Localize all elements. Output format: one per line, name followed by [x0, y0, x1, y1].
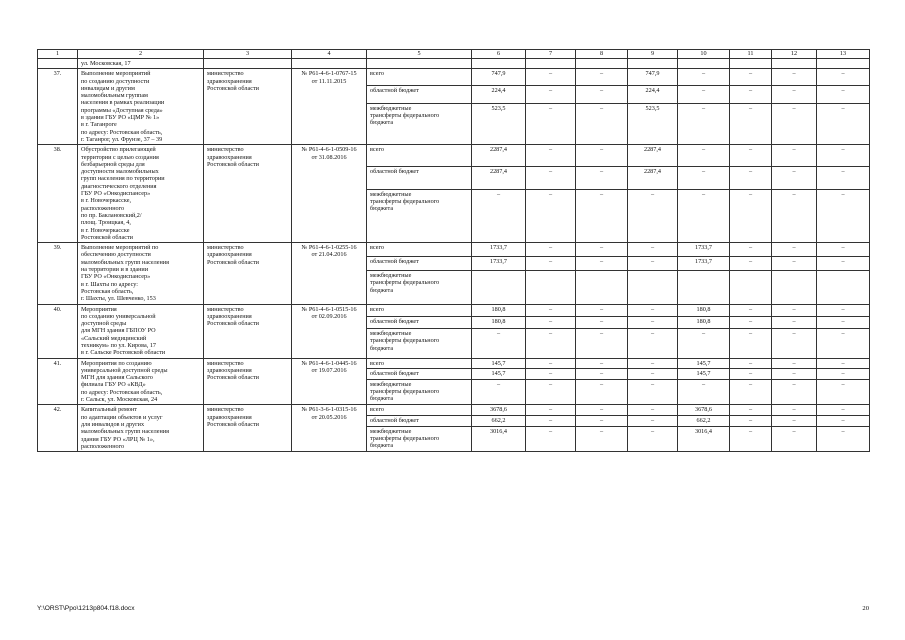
- amount-cell: –: [817, 257, 870, 271]
- amount-cell: –: [678, 145, 730, 167]
- table-row: [38, 358, 870, 369]
- amount-cell: –: [772, 167, 817, 189]
- amount-cell: [772, 270, 817, 304]
- row-number: 41.: [38, 358, 78, 405]
- amount-cell: –: [730, 405, 772, 416]
- row-number: 40.: [38, 304, 78, 358]
- amount-cell: –: [628, 415, 678, 426]
- amount-cell: –: [817, 189, 870, 243]
- amount-cell: –: [772, 369, 817, 380]
- funding-source: областной бюджет: [367, 167, 472, 189]
- amount-cell: –: [678, 69, 730, 86]
- funding-source: межбюджетные трансферты федерального бюджета: [367, 189, 472, 243]
- amount-cell: 1733,7: [472, 243, 526, 257]
- carry-over-text: ул. Московская, 17: [78, 59, 204, 69]
- amount-cell: –: [730, 86, 772, 103]
- amount-cell: –: [772, 243, 817, 257]
- amount-cell: –: [576, 243, 628, 257]
- funding-source: всего: [367, 405, 472, 416]
- amount-cell: –: [730, 69, 772, 86]
- amount-cell: –: [730, 167, 772, 189]
- amount-cell: –: [678, 189, 730, 243]
- amount-cell: 3678,6: [472, 405, 526, 416]
- responsible-ministry: министерство здравоохранения Ростовской области: [204, 304, 292, 358]
- measure-description: Обустройство прилегающей территории с целью создания безбарьерной среды для доступности маломобильных групп населения по территории диагностического отделения ГБУ РО «Онкодиспансер» в г. Новочеркасске, расположенного по пр. Баклановский,2/ площ. Троицкая, 4, в г. Новочеркасске Ростовской области: [78, 145, 204, 243]
- amount-cell: [472, 270, 526, 304]
- column-number: 6: [472, 50, 526, 59]
- amount-cell: –: [772, 316, 817, 328]
- amount-cell: –: [526, 257, 576, 271]
- amount-cell: –: [730, 328, 772, 358]
- amount-cell: 180,8: [678, 316, 730, 328]
- amount-cell: –: [576, 86, 628, 103]
- amount-cell: –: [730, 145, 772, 167]
- row-number: 42.: [38, 405, 78, 452]
- amount-cell: –: [730, 358, 772, 369]
- amount-cell: –: [730, 316, 772, 328]
- row-number: 38.: [38, 145, 78, 243]
- amount-cell: –: [628, 358, 678, 369]
- column-number: 2: [78, 50, 204, 59]
- amount-cell: –: [576, 304, 628, 316]
- amount-cell: 2287,4: [628, 145, 678, 167]
- column-number: 10: [678, 50, 730, 59]
- responsible-ministry: министерство здравоохранения Ростовской области: [204, 69, 292, 145]
- amount-cell: 1733,7: [678, 243, 730, 257]
- funding-source: всего: [367, 145, 472, 167]
- program-table: [37, 49, 870, 452]
- amount-cell: –: [730, 243, 772, 257]
- funding-source: всего: [367, 69, 472, 86]
- amount-cell: –: [772, 189, 817, 243]
- amount-cell: –: [817, 69, 870, 86]
- amount-cell: –: [526, 358, 576, 369]
- carry-over-row: [38, 59, 870, 69]
- funding-source: межбюджетные трансферты федерального бюджета: [367, 426, 472, 452]
- amount-cell: –: [576, 145, 628, 167]
- funding-source: областной бюджет: [367, 316, 472, 328]
- column-number: 12: [772, 50, 817, 59]
- amount-cell: 523,5: [628, 103, 678, 145]
- amount-cell: 3016,4: [678, 426, 730, 452]
- registration-code: № Р61-4-6-1-0509-16 от 31.08.2016: [292, 145, 367, 243]
- amount-cell: 662,2: [472, 415, 526, 426]
- amount-cell: 1733,7: [472, 257, 526, 271]
- amount-cell: –: [730, 257, 772, 271]
- amount-cell: –: [472, 379, 526, 405]
- amount-cell: –: [526, 415, 576, 426]
- amount-cell: –: [628, 379, 678, 405]
- amount-cell: –: [576, 69, 628, 86]
- amount-cell: –: [628, 304, 678, 316]
- amount-cell: [576, 270, 628, 304]
- amount-cell: –: [576, 379, 628, 405]
- amount-cell: –: [576, 358, 628, 369]
- amount-cell: –: [526, 69, 576, 86]
- amount-cell: –: [772, 304, 817, 316]
- amount-cell: 2287,4: [472, 145, 526, 167]
- amount-cell: –: [526, 426, 576, 452]
- amount-cell: –: [730, 415, 772, 426]
- amount-cell: –: [576, 189, 628, 243]
- column-number-row: [38, 50, 870, 59]
- amount-cell: –: [526, 167, 576, 189]
- column-number: 4: [292, 50, 367, 59]
- amount-cell: –: [772, 415, 817, 426]
- amount-cell: –: [817, 369, 870, 380]
- amount-cell: –: [772, 103, 817, 145]
- amount-cell: [628, 270, 678, 304]
- funding-source: межбюджетные трансферты федерального бюджета: [367, 379, 472, 405]
- amount-cell: –: [772, 405, 817, 416]
- amount-cell: –: [576, 103, 628, 145]
- table-row: [38, 304, 870, 316]
- table-row: [38, 145, 870, 167]
- funding-source: межбюджетные трансферты федерального бюджета: [367, 103, 472, 145]
- amount-cell: 145,7: [678, 358, 730, 369]
- column-number: 5: [367, 50, 472, 59]
- amount-cell: –: [628, 189, 678, 243]
- amount-cell: –: [526, 405, 576, 416]
- amount-cell: –: [526, 328, 576, 358]
- amount-cell: –: [730, 304, 772, 316]
- amount-cell: –: [817, 415, 870, 426]
- amount-cell: 2287,4: [628, 167, 678, 189]
- funding-source: областной бюджет: [367, 369, 472, 380]
- funding-source: межбюджетные трансферты федерального бюджета: [367, 328, 472, 358]
- funding-source: областной бюджет: [367, 86, 472, 103]
- amount-cell: –: [628, 328, 678, 358]
- funding-source: межбюджетные трансферты федерального бюджета: [367, 270, 472, 304]
- measure-description: Выполнение мероприятий по обеспечению доступности маломобильных групп населения на территории и в здании ГБУ РО «Онкодиспансер» в г. Шахты по адресу: Ростовская область, г. Шахты, ул. Шевченко, 153: [78, 243, 204, 304]
- footer-file-path: Y:\ORST\Ppo\1213p804.f18.docx: [37, 605, 135, 612]
- measure-description: Мероприятия по созданию универсальной доступной среды МГН для здания Сальского филиала ГБУ РО «КВД» по адресу: Ростовская область, г. Сальск, ул. Московская, 24: [78, 358, 204, 405]
- amount-cell: –: [817, 379, 870, 405]
- amount-cell: –: [772, 379, 817, 405]
- responsible-ministry: министерство здравоохранения Ростовской области: [204, 243, 292, 304]
- amount-cell: 747,9: [472, 69, 526, 86]
- amount-cell: –: [628, 316, 678, 328]
- amount-cell: –: [628, 243, 678, 257]
- amount-cell: –: [772, 358, 817, 369]
- amount-cell: –: [772, 145, 817, 167]
- footer-page-number: 20: [862, 605, 869, 612]
- amount-cell: –: [730, 103, 772, 145]
- amount-cell: –: [678, 103, 730, 145]
- measure-description: Мероприятия по созданию универсальной доступной среды для МГН здания ГБПОУ РО «Сальский медицинский техникум» по ул. Кирова, 17 в г. Сальске Ростовской области: [78, 304, 204, 358]
- amount-cell: –: [772, 426, 817, 452]
- table-body: [38, 50, 870, 452]
- amount-cell: –: [526, 145, 576, 167]
- registration-code: № Р61-3-6-1-0315-16 от 20.05.2016: [292, 405, 367, 452]
- amount-cell: –: [576, 316, 628, 328]
- column-number: 3: [204, 50, 292, 59]
- amount-cell: –: [772, 69, 817, 86]
- amount-cell: –: [526, 189, 576, 243]
- amount-cell: –: [576, 405, 628, 416]
- amount-cell: –: [678, 328, 730, 358]
- measure-description: Выполнение мероприятий по созданию доступности инвалидам и другим маломобильным группам населения в рамках реализации программы «Доступная среда» в здании ГБУ РО «ЦМР № 1» в г. Таганроге по адресу: Ростовская область, г. Таганрог, ул. Фрунзе, 37 – 39: [78, 69, 204, 145]
- amount-cell: –: [817, 243, 870, 257]
- amount-cell: –: [628, 257, 678, 271]
- amount-cell: –: [678, 167, 730, 189]
- amount-cell: –: [730, 379, 772, 405]
- measure-description: Капитальный ремонт по адаптации объектов и услуг для инвалидов и других маломобильных групп населения здания ГБУ РО «ЛРЦ № 1», расположенного: [78, 405, 204, 452]
- amount-cell: –: [526, 379, 576, 405]
- table-row: [38, 405, 870, 416]
- amount-cell: –: [772, 86, 817, 103]
- amount-cell: –: [628, 369, 678, 380]
- amount-cell: 145,7: [472, 369, 526, 380]
- amount-cell: –: [576, 328, 628, 358]
- amount-cell: –: [526, 304, 576, 316]
- amount-cell: –: [772, 328, 817, 358]
- amount-cell: –: [526, 86, 576, 103]
- funding-source: областной бюджет: [367, 257, 472, 271]
- responsible-ministry: министерство здравоохранения Ростовской области: [204, 358, 292, 405]
- amount-cell: 1733,7: [678, 257, 730, 271]
- amount-cell: [526, 270, 576, 304]
- amount-cell: 180,8: [472, 316, 526, 328]
- amount-cell: 662,2: [678, 415, 730, 426]
- funding-source: всего: [367, 358, 472, 369]
- amount-cell: –: [472, 328, 526, 358]
- registration-code: № Р61-4-6-1-0767-15 от 11.11.2015: [292, 69, 367, 145]
- registration-code: № Р61-4-6-1-0445-16 от 19.07.2016: [292, 358, 367, 405]
- responsible-ministry: министерство здравоохранения Ростовской области: [204, 405, 292, 452]
- amount-cell: 145,7: [678, 369, 730, 380]
- amount-cell: –: [817, 103, 870, 145]
- column-number: 7: [526, 50, 576, 59]
- row-number: 37.: [38, 69, 78, 145]
- amount-cell: 224,4: [472, 86, 526, 103]
- amount-cell: –: [526, 103, 576, 145]
- amount-cell: –: [730, 189, 772, 243]
- amount-cell: –: [817, 145, 870, 167]
- amount-cell: –: [730, 369, 772, 380]
- responsible-ministry: министерство здравоохранения Ростовской области: [204, 145, 292, 243]
- amount-cell: [730, 270, 772, 304]
- amount-cell: –: [576, 257, 628, 271]
- amount-cell: –: [817, 316, 870, 328]
- amount-cell: –: [628, 405, 678, 416]
- amount-cell: 747,9: [628, 69, 678, 86]
- funding-source: всего: [367, 304, 472, 316]
- amount-cell: –: [576, 415, 628, 426]
- funding-source: всего: [367, 243, 472, 257]
- amount-cell: –: [817, 86, 870, 103]
- amount-cell: –: [730, 426, 772, 452]
- amount-cell: –: [526, 369, 576, 380]
- amount-cell: 523,5: [472, 103, 526, 145]
- amount-cell: –: [678, 379, 730, 405]
- amount-cell: –: [817, 328, 870, 358]
- column-number: 13: [817, 50, 870, 59]
- amount-cell: –: [817, 167, 870, 189]
- row-number: 39.: [38, 243, 78, 304]
- amount-cell: –: [678, 86, 730, 103]
- amount-cell: 180,8: [472, 304, 526, 316]
- column-number: 8: [576, 50, 628, 59]
- amount-cell: –: [817, 405, 870, 416]
- column-number: 9: [628, 50, 678, 59]
- table-row: [38, 69, 870, 86]
- amount-cell: [817, 270, 870, 304]
- amount-cell: –: [576, 167, 628, 189]
- column-number: 11: [730, 50, 772, 59]
- amount-cell: –: [817, 426, 870, 452]
- amount-cell: –: [817, 304, 870, 316]
- amount-cell: 180,8: [678, 304, 730, 316]
- table-row: [38, 243, 870, 257]
- amount-cell: 224,4: [628, 86, 678, 103]
- funding-source: областной бюджет: [367, 415, 472, 426]
- amount-cell: 3678,6: [678, 405, 730, 416]
- column-number: 1: [38, 50, 78, 59]
- registration-code: № Р61-4-6-1-0515-16 от 02.09.2016: [292, 304, 367, 358]
- registration-code: № Р61-4-6-1-0255-16 от 21.04.2016: [292, 243, 367, 304]
- amount-cell: –: [628, 426, 678, 452]
- amount-cell: –: [526, 316, 576, 328]
- amount-cell: –: [576, 426, 628, 452]
- amount-cell: –: [576, 369, 628, 380]
- amount-cell: 3016,4: [472, 426, 526, 452]
- amount-cell: 145,7: [472, 358, 526, 369]
- amount-cell: –: [472, 189, 526, 243]
- amount-cell: 2287,4: [472, 167, 526, 189]
- amount-cell: –: [772, 257, 817, 271]
- amount-cell: –: [817, 358, 870, 369]
- amount-cell: –: [526, 243, 576, 257]
- amount-cell: [678, 270, 730, 304]
